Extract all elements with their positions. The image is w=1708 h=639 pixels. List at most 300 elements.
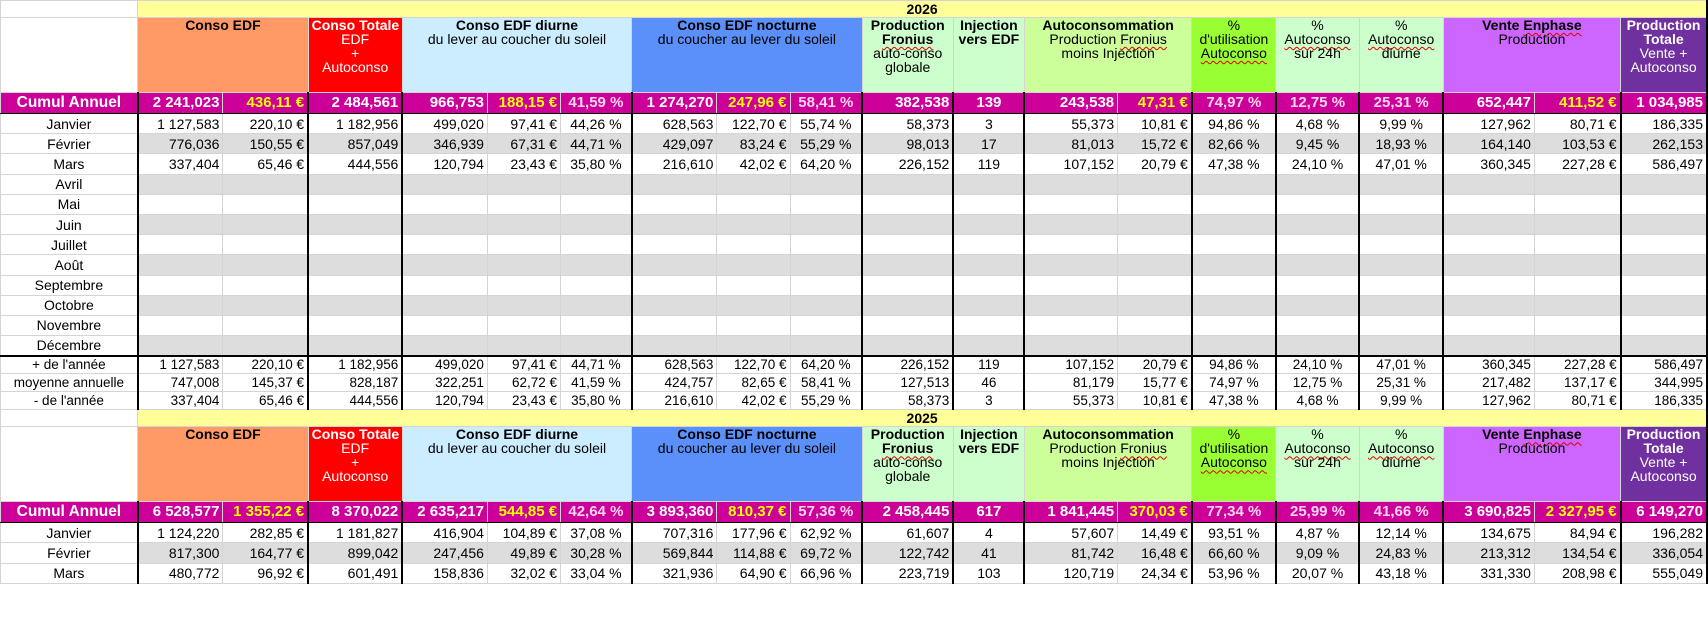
data-cell[interactable] — [561, 194, 632, 214]
data-cell[interactable]: 120,719 — [1024, 563, 1117, 583]
header-production-totale[interactable] — [1621, 427, 1707, 502]
data-cell[interactable]: 227,28 € — [1534, 356, 1620, 374]
data-cell[interactable]: 4,68 % — [1276, 114, 1359, 134]
data-cell[interactable] — [632, 315, 717, 335]
data-cell[interactable]: 65,46 € — [223, 392, 308, 410]
header-pct-autoconso-24h[interactable] — [1276, 427, 1359, 502]
data-cell[interactable]: 53,96 % — [1192, 563, 1276, 583]
data-cell[interactable] — [402, 235, 487, 255]
data-cell[interactable] — [561, 336, 632, 356]
data-cell[interactable]: 58,373 — [862, 114, 953, 134]
data-cell[interactable] — [1276, 235, 1359, 255]
data-cell[interactable]: 42,02 € — [717, 154, 790, 174]
data-cell[interactable]: 707,316 — [632, 523, 717, 543]
data-cell[interactable] — [138, 336, 223, 356]
data-cell[interactable]: 145,37 € — [223, 374, 308, 392]
data-cell[interactable] — [1276, 275, 1359, 295]
data-cell[interactable]: 80,71 € — [1534, 392, 1620, 410]
data-cell[interactable]: 81,742 — [1024, 543, 1117, 563]
data-cell[interactable]: 25,31 % — [1359, 93, 1443, 114]
row-label[interactable]: Mai — [1, 194, 138, 214]
data-cell[interactable] — [1359, 275, 1443, 295]
data-cell[interactable]: 41,59 % — [561, 93, 632, 114]
data-cell[interactable]: 47,38 % — [1192, 154, 1276, 174]
data-cell[interactable] — [790, 214, 862, 234]
data-cell[interactable]: 94,86 % — [1192, 114, 1276, 134]
data-cell[interactable] — [1359, 235, 1443, 255]
header-pct-autoconso-diurne[interactable] — [1359, 427, 1443, 502]
data-cell[interactable]: 966,753 — [402, 93, 487, 114]
data-cell[interactable]: 23,43 € — [487, 392, 560, 410]
data-cell[interactable] — [1024, 214, 1117, 234]
data-cell[interactable]: 15,72 € — [1118, 134, 1192, 154]
data-cell[interactable] — [1534, 235, 1620, 255]
data-cell[interactable]: 628,563 — [632, 114, 717, 134]
data-cell[interactable] — [953, 214, 1024, 234]
empty-cell[interactable] — [1, 410, 138, 427]
data-cell[interactable]: 628,563 — [632, 356, 717, 374]
data-cell[interactable]: 444,556 — [308, 154, 402, 174]
data-cell[interactable]: 1 034,985 — [1621, 93, 1707, 114]
data-cell[interactable]: 586,497 — [1621, 356, 1707, 374]
data-cell[interactable] — [1276, 295, 1359, 315]
data-cell[interactable] — [862, 235, 953, 255]
data-cell[interactable] — [1118, 194, 1192, 214]
data-cell[interactable] — [308, 336, 402, 356]
data-cell[interactable]: 164,77 € — [223, 543, 308, 563]
data-cell[interactable] — [1118, 275, 1192, 295]
data-cell[interactable]: 97,41 € — [487, 356, 560, 374]
data-cell[interactable]: 41 — [953, 543, 1024, 563]
data-cell[interactable]: 220,10 € — [223, 356, 308, 374]
data-cell[interactable]: 196,282 — [1621, 523, 1707, 543]
data-cell[interactable] — [1534, 295, 1620, 315]
data-cell[interactable] — [487, 235, 560, 255]
data-cell[interactable]: 67,31 € — [487, 134, 560, 154]
data-cell[interactable] — [1621, 275, 1707, 295]
data-cell[interactable] — [138, 194, 223, 214]
data-cell[interactable]: 12,75 % — [1276, 374, 1359, 392]
data-cell[interactable]: 33,04 % — [561, 563, 632, 583]
data-cell[interactable]: 1 182,956 — [308, 356, 402, 374]
data-cell[interactable]: 55,29 % — [790, 134, 862, 154]
row-label[interactable]: + de l'année — [1, 356, 138, 374]
data-cell[interactable]: 1 274,270 — [632, 93, 717, 114]
data-cell[interactable] — [717, 235, 790, 255]
data-cell[interactable]: 55,29 % — [790, 392, 862, 410]
data-cell[interactable] — [1276, 315, 1359, 335]
data-cell[interactable] — [862, 336, 953, 356]
data-cell[interactable] — [1443, 194, 1534, 214]
data-cell[interactable] — [1359, 214, 1443, 234]
row-label[interactable]: Novembre — [1, 315, 138, 335]
data-cell[interactable] — [1534, 214, 1620, 234]
data-cell[interactable] — [1443, 315, 1534, 335]
data-cell[interactable] — [1359, 315, 1443, 335]
data-cell[interactable] — [561, 275, 632, 295]
data-cell[interactable] — [1192, 194, 1276, 214]
data-cell[interactable]: 134,675 — [1443, 523, 1534, 543]
data-cell[interactable]: 499,020 — [402, 114, 487, 134]
data-cell[interactable] — [561, 295, 632, 315]
data-cell[interactable]: 82,66 % — [1192, 134, 1276, 154]
data-cell[interactable]: 25,99 % — [1276, 502, 1359, 523]
data-cell[interactable] — [790, 194, 862, 214]
data-cell[interactable]: 1 181,827 — [308, 523, 402, 543]
data-cell[interactable] — [223, 194, 308, 214]
data-cell[interactable]: 416,904 — [402, 523, 487, 543]
data-cell[interactable] — [790, 275, 862, 295]
data-cell[interactable]: 10,81 € — [1118, 114, 1192, 134]
data-cell[interactable]: 411,52 € — [1534, 93, 1620, 114]
data-cell[interactable] — [1192, 315, 1276, 335]
data-cell[interactable]: 2 241,023 — [138, 93, 223, 114]
data-cell[interactable]: 817,300 — [138, 543, 223, 563]
header-conso-edf[interactable] — [138, 18, 308, 93]
data-cell[interactable]: 35,80 % — [561, 154, 632, 174]
data-cell[interactable] — [1024, 295, 1117, 315]
data-cell[interactable] — [632, 295, 717, 315]
data-cell[interactable]: 14,49 € — [1118, 523, 1192, 543]
data-cell[interactable] — [1024, 336, 1117, 356]
data-cell[interactable]: 4,87 % — [1276, 523, 1359, 543]
data-cell[interactable] — [402, 336, 487, 356]
data-cell[interactable] — [561, 214, 632, 234]
data-cell[interactable] — [402, 214, 487, 234]
data-cell[interactable] — [1276, 214, 1359, 234]
data-cell[interactable] — [1276, 174, 1359, 194]
data-cell[interactable]: 429,097 — [632, 134, 717, 154]
row-label[interactable]: moyenne annuelle — [1, 374, 138, 392]
header-autoconsommation[interactable] — [1024, 18, 1191, 93]
data-cell[interactable]: 64,20 % — [790, 154, 862, 174]
data-cell[interactable] — [402, 174, 487, 194]
row-header-cell[interactable] — [1, 427, 138, 502]
data-cell[interactable]: 247,456 — [402, 543, 487, 563]
data-cell[interactable] — [790, 295, 862, 315]
data-cell[interactable]: 81,179 — [1024, 374, 1117, 392]
data-cell[interactable] — [402, 315, 487, 335]
data-cell[interactable]: 747,008 — [138, 374, 223, 392]
data-cell[interactable] — [790, 315, 862, 335]
data-cell[interactable]: 217,482 — [1443, 374, 1534, 392]
data-cell[interactable] — [402, 255, 487, 275]
data-cell[interactable]: 444,556 — [308, 392, 402, 410]
data-cell[interactable] — [308, 214, 402, 234]
data-cell[interactable]: 216,610 — [632, 392, 717, 410]
data-cell[interactable] — [1534, 174, 1620, 194]
year-banner[interactable]: 2026 — [138, 1, 1707, 18]
data-cell[interactable]: 480,772 — [138, 563, 223, 583]
data-cell[interactable]: 137,17 € — [1534, 374, 1620, 392]
data-cell[interactable] — [717, 255, 790, 275]
data-cell[interactable] — [1024, 275, 1117, 295]
data-cell[interactable]: 64,90 € — [717, 563, 790, 583]
data-cell[interactable]: 44,26 % — [561, 114, 632, 134]
data-cell[interactable] — [1024, 235, 1117, 255]
row-label[interactable]: - de l'année — [1, 392, 138, 410]
data-cell[interactable]: 1 124,220 — [138, 523, 223, 543]
data-cell[interactable] — [1534, 255, 1620, 275]
data-cell[interactable]: 120,794 — [402, 154, 487, 174]
header-vente-enphase[interactable] — [1443, 18, 1620, 93]
data-cell[interactable] — [308, 255, 402, 275]
data-cell[interactable]: 227,28 € — [1534, 154, 1620, 174]
data-cell[interactable]: 331,330 — [1443, 563, 1534, 583]
data-cell[interactable] — [953, 255, 1024, 275]
data-cell[interactable] — [862, 275, 953, 295]
data-cell[interactable] — [223, 336, 308, 356]
data-cell[interactable] — [1534, 336, 1620, 356]
data-cell[interactable]: 370,03 € — [1118, 502, 1192, 523]
data-cell[interactable] — [1443, 295, 1534, 315]
data-cell[interactable]: 122,70 € — [717, 356, 790, 374]
data-cell[interactable] — [632, 174, 717, 194]
data-cell[interactable]: 107,152 — [1024, 154, 1117, 174]
data-cell[interactable]: 828,187 — [308, 374, 402, 392]
data-cell[interactable]: 66,60 % — [1192, 543, 1276, 563]
data-cell[interactable]: 46 — [953, 374, 1024, 392]
data-cell[interactable]: 10,81 € — [1118, 392, 1192, 410]
data-cell[interactable]: 44,71 % — [561, 134, 632, 154]
data-cell[interactable]: 107,152 — [1024, 356, 1117, 374]
data-cell[interactable]: 262,153 — [1621, 134, 1707, 154]
data-cell[interactable]: 20,79 € — [1118, 154, 1192, 174]
header-conso-diurne[interactable] — [402, 427, 631, 502]
data-cell[interactable] — [790, 255, 862, 275]
row-label[interactable]: Juin — [1, 214, 138, 234]
data-cell[interactable]: 4,68 % — [1276, 392, 1359, 410]
header-production-fronius[interactable] — [862, 427, 953, 502]
data-cell[interactable]: 47,01 % — [1359, 356, 1443, 374]
data-cell[interactable]: 37,08 % — [561, 523, 632, 543]
data-cell[interactable]: 127,962 — [1443, 114, 1534, 134]
data-cell[interactable]: 544,85 € — [487, 502, 560, 523]
data-cell[interactable]: 58,41 % — [790, 93, 862, 114]
data-cell[interactable] — [138, 255, 223, 275]
data-cell[interactable]: 12,14 % — [1359, 523, 1443, 543]
data-cell[interactable]: 226,152 — [862, 356, 953, 374]
data-cell[interactable] — [1359, 255, 1443, 275]
data-cell[interactable] — [402, 194, 487, 214]
data-cell[interactable] — [790, 174, 862, 194]
data-cell[interactable] — [1118, 214, 1192, 234]
data-cell[interactable]: 119 — [953, 154, 1024, 174]
data-cell[interactable] — [1192, 174, 1276, 194]
data-cell[interactable] — [561, 255, 632, 275]
header-conso-nocturne[interactable] — [632, 427, 862, 502]
data-cell[interactable] — [717, 275, 790, 295]
data-cell[interactable] — [487, 295, 560, 315]
data-cell[interactable]: 9,99 % — [1359, 114, 1443, 134]
data-cell[interactable] — [1359, 336, 1443, 356]
row-label[interactable]: Octobre — [1, 295, 138, 315]
header-vente-enphase[interactable] — [1443, 427, 1620, 502]
data-cell[interactable] — [308, 295, 402, 315]
data-cell[interactable]: 586,497 — [1621, 154, 1707, 174]
data-cell[interactable]: 3 893,360 — [632, 502, 717, 523]
data-cell[interactable] — [138, 275, 223, 295]
data-cell[interactable] — [308, 315, 402, 335]
data-cell[interactable]: 337,404 — [138, 392, 223, 410]
data-cell[interactable]: 243,538 — [1024, 93, 1117, 114]
row-label[interactable]: Janvier — [1, 114, 138, 134]
row-label[interactable]: Février — [1, 543, 138, 563]
data-cell[interactable]: 1 841,445 — [1024, 502, 1117, 523]
data-cell[interactable]: 139 — [953, 93, 1024, 114]
data-cell[interactable]: 80,71 € — [1534, 114, 1620, 134]
data-cell[interactable] — [1359, 194, 1443, 214]
data-cell[interactable]: 41,66 % — [1359, 502, 1443, 523]
summary-label[interactable]: Cumul Annuel — [1, 93, 138, 114]
data-cell[interactable] — [1276, 336, 1359, 356]
data-cell[interactable] — [1621, 214, 1707, 234]
data-cell[interactable]: 122,742 — [862, 543, 953, 563]
data-cell[interactable] — [717, 315, 790, 335]
data-cell[interactable]: 336,054 — [1621, 543, 1707, 563]
row-header-cell[interactable] — [1, 18, 138, 93]
data-cell[interactable] — [1621, 194, 1707, 214]
data-cell[interactable] — [1443, 336, 1534, 356]
data-cell[interactable]: 24,34 € — [1118, 563, 1192, 583]
data-cell[interactable]: 3 — [953, 392, 1024, 410]
data-cell[interactable] — [223, 214, 308, 234]
data-cell[interactable] — [632, 255, 717, 275]
data-cell[interactable]: 569,844 — [632, 543, 717, 563]
data-cell[interactable] — [1192, 235, 1276, 255]
row-label[interactable]: Mars — [1, 563, 138, 583]
data-cell[interactable]: 64,20 % — [790, 356, 862, 374]
data-cell[interactable]: 120,794 — [402, 392, 487, 410]
data-cell[interactable] — [561, 235, 632, 255]
data-cell[interactable]: 360,345 — [1443, 154, 1534, 174]
year-banner[interactable]: 2025 — [138, 410, 1707, 427]
data-cell[interactable] — [790, 235, 862, 255]
data-cell[interactable]: 69,72 % — [790, 543, 862, 563]
data-cell[interactable]: 57,36 % — [790, 502, 862, 523]
data-cell[interactable] — [308, 235, 402, 255]
data-cell[interactable] — [1359, 295, 1443, 315]
data-cell[interactable]: 382,538 — [862, 93, 953, 114]
data-cell[interactable]: 344,995 — [1621, 374, 1707, 392]
data-cell[interactable] — [717, 214, 790, 234]
data-cell[interactable] — [1443, 275, 1534, 295]
data-cell[interactable] — [561, 315, 632, 335]
data-cell[interactable] — [487, 174, 560, 194]
data-cell[interactable] — [487, 336, 560, 356]
data-cell[interactable]: 186,335 — [1621, 114, 1707, 134]
data-cell[interactable]: 652,447 — [1443, 93, 1534, 114]
row-label[interactable]: Avril — [1, 174, 138, 194]
data-cell[interactable]: 74,97 % — [1192, 374, 1276, 392]
data-cell[interactable] — [1118, 336, 1192, 356]
data-cell[interactable]: 6 528,577 — [138, 502, 223, 523]
data-cell[interactable]: 74,97 % — [1192, 93, 1276, 114]
data-cell[interactable] — [1192, 275, 1276, 295]
data-cell[interactable]: 35,80 % — [561, 392, 632, 410]
data-cell[interactable] — [1024, 174, 1117, 194]
data-cell[interactable]: 20,79 € — [1118, 356, 1192, 374]
data-cell[interactable] — [1118, 295, 1192, 315]
data-cell[interactable] — [790, 336, 862, 356]
data-cell[interactable]: 42,02 € — [717, 392, 790, 410]
data-cell[interactable] — [953, 315, 1024, 335]
data-cell[interactable]: 18,93 % — [1359, 134, 1443, 154]
data-cell[interactable] — [862, 315, 953, 335]
empty-cell[interactable] — [1, 1, 138, 18]
data-cell[interactable]: 9,09 % — [1276, 543, 1359, 563]
data-cell[interactable] — [862, 295, 953, 315]
data-cell[interactable]: 55,373 — [1024, 114, 1117, 134]
data-cell[interactable]: 24,10 % — [1276, 356, 1359, 374]
data-cell[interactable]: 220,10 € — [223, 114, 308, 134]
data-cell[interactable] — [1534, 275, 1620, 295]
data-cell[interactable] — [1359, 174, 1443, 194]
header-conso-diurne[interactable] — [402, 18, 631, 93]
data-cell[interactable] — [632, 214, 717, 234]
data-cell[interactable]: 84,94 € — [1534, 523, 1620, 543]
data-cell[interactable] — [487, 275, 560, 295]
data-cell[interactable]: 164,140 — [1443, 134, 1534, 154]
row-label[interactable]: Août — [1, 255, 138, 275]
data-cell[interactable] — [953, 174, 1024, 194]
data-cell[interactable] — [487, 255, 560, 275]
data-cell[interactable]: 93,51 % — [1192, 523, 1276, 543]
data-cell[interactable]: 247,96 € — [717, 93, 790, 114]
data-cell[interactable]: 1 182,956 — [308, 114, 402, 134]
data-cell[interactable] — [138, 315, 223, 335]
data-cell[interactable] — [487, 315, 560, 335]
data-cell[interactable]: 61,607 — [862, 523, 953, 543]
data-cell[interactable]: 97,41 € — [487, 114, 560, 134]
data-cell[interactable] — [138, 235, 223, 255]
data-cell[interactable] — [717, 336, 790, 356]
data-cell[interactable]: 44,71 % — [561, 356, 632, 374]
data-cell[interactable]: 43,18 % — [1359, 563, 1443, 583]
data-cell[interactable] — [1192, 214, 1276, 234]
data-cell[interactable]: 25,31 % — [1359, 374, 1443, 392]
data-cell[interactable] — [1534, 194, 1620, 214]
data-cell[interactable]: 77,34 % — [1192, 502, 1276, 523]
data-cell[interactable]: 499,020 — [402, 356, 487, 374]
data-cell[interactable] — [1192, 336, 1276, 356]
data-cell[interactable] — [632, 194, 717, 214]
data-cell[interactable]: 9,99 % — [1359, 392, 1443, 410]
data-cell[interactable]: 23,43 € — [487, 154, 560, 174]
data-cell[interactable] — [1024, 315, 1117, 335]
row-label[interactable]: Février — [1, 134, 138, 154]
data-cell[interactable]: 103,53 € — [1534, 134, 1620, 154]
data-cell[interactable]: 114,88 € — [717, 543, 790, 563]
data-cell[interactable] — [138, 295, 223, 315]
data-cell[interactable]: 58,41 % — [790, 374, 862, 392]
data-cell[interactable]: 3 690,825 — [1443, 502, 1534, 523]
data-cell[interactable] — [1621, 174, 1707, 194]
data-cell[interactable] — [1621, 315, 1707, 335]
data-cell[interactable]: 65,46 € — [223, 154, 308, 174]
data-cell[interactable] — [1192, 255, 1276, 275]
data-cell[interactable]: 776,036 — [138, 134, 223, 154]
data-cell[interactable] — [1621, 255, 1707, 275]
data-cell[interactable] — [1443, 174, 1534, 194]
data-cell[interactable]: 6 149,270 — [1621, 502, 1707, 523]
data-cell[interactable]: 1 355,22 € — [223, 502, 308, 523]
data-cell[interactable] — [717, 194, 790, 214]
data-cell[interactable]: 360,345 — [1443, 356, 1534, 374]
data-cell[interactable]: 282,85 € — [223, 523, 308, 543]
data-cell[interactable]: 158,836 — [402, 563, 487, 583]
data-cell[interactable] — [1621, 235, 1707, 255]
